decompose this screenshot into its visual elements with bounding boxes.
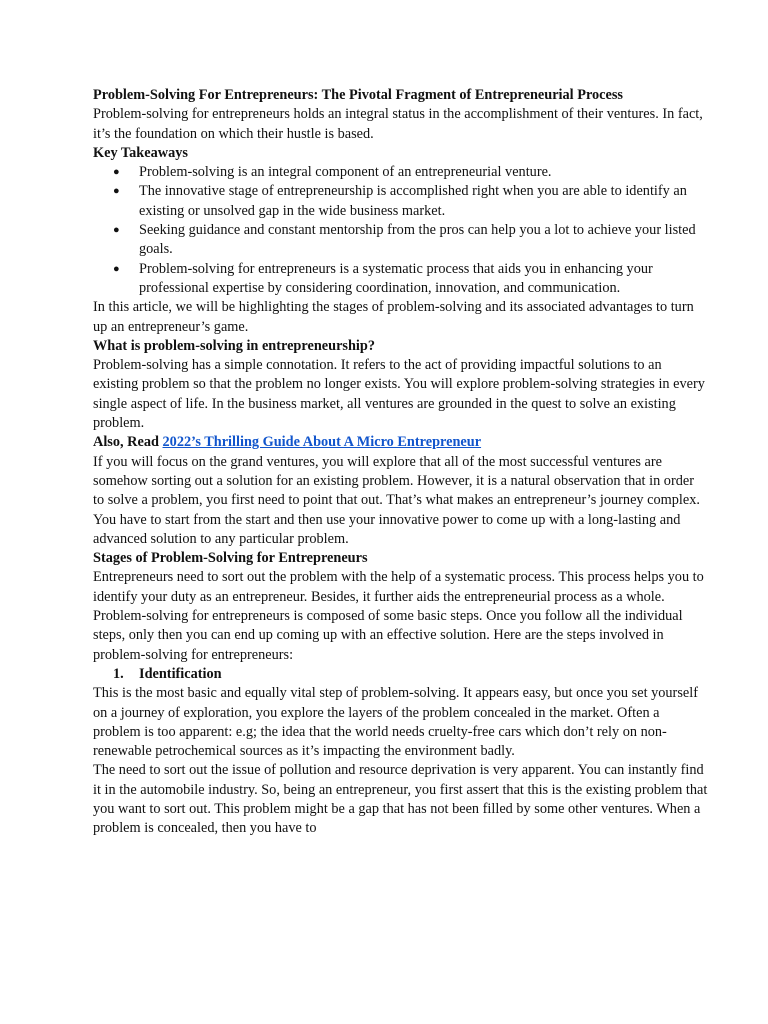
key-takeaways-heading: Key Takeaways — [93, 144, 188, 161]
steps-list — [93, 665, 708, 684]
article-intro-paragraph: In this article, we will be highlighting the stages of problem-solving and its associated advantages to turn up an entrepreneur’s game. — [93, 299, 694, 335]
key-takeaways-list — [93, 163, 708, 298]
list-item: ● Problem-solving is an integral component of an entrepreneurial venture. — [139, 163, 708, 182]
list-item: ● Problem-solving for entrepreneurs is a systematic process that aids you in enhancing your professional expertise by considering coordination, innovation, and communication. — [139, 260, 708, 299]
step-number: 1. — [113, 665, 124, 682]
list-item — [113, 665, 708, 684]
stages-heading: Stages of Problem-Solving for Entrepreneurs — [93, 550, 368, 567]
also-read-prefix: Also, Read — [93, 434, 159, 451]
what-is-heading: What is problem-solving in entrepreneurship? — [93, 337, 376, 354]
list-item: ● The innovative stage of entrepreneurship is accomplished right when you are able to identify an existing or unsolved gap in the wide business market. — [139, 182, 708, 221]
stages-paragraph-2: Problem-solving for entrepreneurs is composed of some basic steps. Once you follow all the individual steps, only then you can end up coming up with an effective solution. Here are the steps involved in problem-solving for entrepreneurs: — [93, 608, 683, 663]
also-read-link[interactable]: 2022’s Thrilling Guide About A Micro Entrepreneur — [162, 434, 482, 451]
step-title: Identification — [139, 665, 222, 682]
identification-paragraph-2: The need to sort out the issue of pollution and resource deprivation is very apparent. You can instantly find it in the automobile industry. So, being an entrepreneur, you first assert that this is the existing problem that you want to sort out. This problem might be a gap that has not been filled by some other ventures. When a problem is concealed, then you have to — [93, 762, 708, 837]
stages-paragraph-1: Entrepreneurs need to sort out the problem with the help of a systematic process. This process helps you to identify your duty as an entrepreneur. Besides, it further aids the entrepreneurial process as a whole. — [93, 569, 704, 605]
intro-paragraph: Problem-solving for entrepreneurs holds an integral status in the accomplishment of their ventures. In fact, it’s the foundation on which their hustle is based. — [93, 106, 703, 142]
grand-ventures-paragraph: If you will focus on the grand ventures, you will explore that all of the most successful ventures are somehow sorting out a solution for an existing problem. However, it is a natural observation that in order to solve a problem, you first need to point that out. That’s what makes an entrepreneur’s journey complex. You have to start from the start and then use your innovative power to come up with a long-lasting and advanced solution to any particular problem. — [93, 453, 700, 547]
what-is-paragraph: Problem-solving has a simple connotation. It refers to the act of providing impactful solutions to an existing problem so that the problem no longer exists. You will explore problem-solving strategies in every single aspect of life. In the business market, all ventures are grounded in the quest to solve an existing problem. — [93, 357, 705, 432]
identification-paragraph-1: This is the most basic and equally vital step of problem-solving. It appears easy, but once you set yourself on a journey of exploration, you explore the layers of the problem concealed in the market. Often a problem is too apparent: e.g; the idea that the world needs cruelty-free cars which don’t rely on non-renewable petrochemical sources as it’s impacting the environment badly. — [93, 685, 698, 760]
also-read-line — [93, 433, 708, 452]
list-item: ● Seeking guidance and constant mentorship from the pros can help you a lot to achieve your listed goals. — [139, 221, 708, 260]
page-title: Problem-Solving For Entrepreneurs: The Pivotal Fragment of Entrepreneurial Process — [93, 87, 623, 103]
